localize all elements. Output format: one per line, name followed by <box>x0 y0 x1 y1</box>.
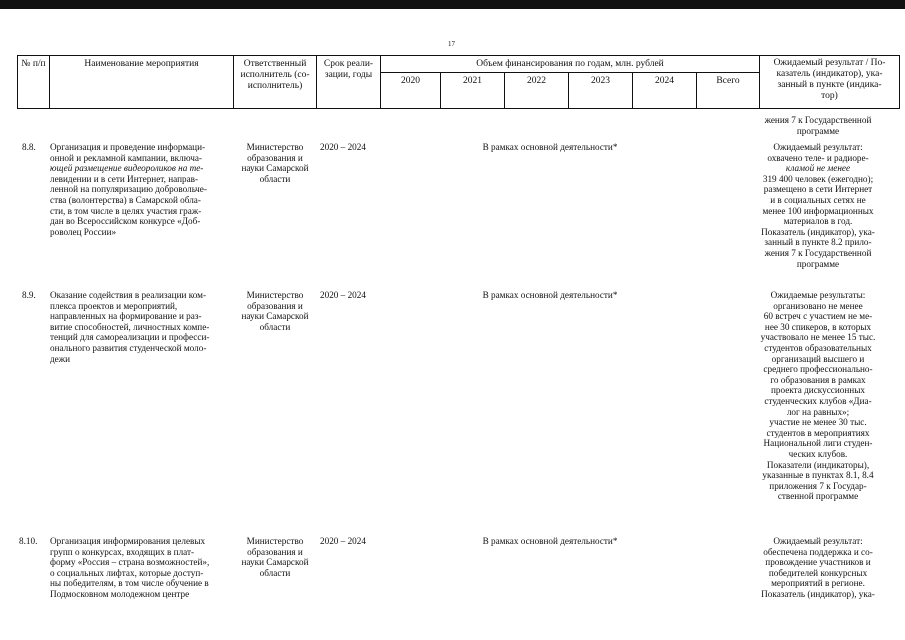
row-financing: В рамках основной деятельности* <box>482 142 618 152</box>
row-executor: Министерство образования и науки Самарской области <box>241 536 309 578</box>
row-name: Организация и проведение информаци- онной и рекламной кампании, включа- ющей размещение видеороликов на те- левидении и в сети Интернет, направ- ленной на популяризацию добровольче- ства (волонтерства) в Самарской обла- сти, в том числе в целях участия граж- дан во Всероссийском конкурсе «Доб- роволец России» <box>50 142 207 237</box>
header-year-2023: 2023 <box>591 76 610 86</box>
header-term: Срок реали- зации, годы <box>323 59 374 80</box>
page-number: 17 <box>448 40 455 48</box>
row-financing: В рамках основной деятельности* <box>482 290 618 300</box>
scan-top-border <box>0 0 905 9</box>
header-year-2020: 2020 <box>401 76 420 86</box>
header-num: № п/п <box>21 59 46 69</box>
header-year-2024: 2024 <box>655 76 674 86</box>
row-name: Оказание содействия в реализации ком- плекса проектов и мероприятий, направленных на формирование и раз- витие способностей, личностных компе- тенций для самореализации и професси- онального развития студенческой моло- дежи <box>50 290 210 364</box>
row-number: 8.9. <box>22 290 36 300</box>
header-total: Всего <box>716 76 740 86</box>
table-header <box>17 55 900 109</box>
row-term: 2020 – 2024 <box>320 142 366 152</box>
header-year-2022: 2022 <box>527 76 546 86</box>
row-financing: В рамках основной деятельности* <box>482 536 618 546</box>
row-term: 2020 – 2024 <box>320 536 366 546</box>
row-name: Организация информирования целевых групп о конкурсах, входящих в плат- форму «Россия – страна возможностей», о социальных лифтах, которые доступ- ны победителям, в том числе обучение в Подмосковном молодежном центре <box>50 536 210 599</box>
header-financing: Объем финансирования по годам, млн. рублей <box>476 59 664 69</box>
header-result: Ожидаемый результат / По- казатель (индикатор), ука- занный в пункте (индика- тор) <box>773 58 886 101</box>
row-number: 8.8. <box>22 142 36 152</box>
row-result: Ожидаемый результат: обеспечена поддержка и со- провождение участников и победителей конкурсных мероприятий в регионе. Показатель (индикатор), ука- <box>761 536 875 599</box>
row-number: 8.10. <box>19 536 38 546</box>
row-result: Ожидаемые результаты: организовано не менее 60 встреч с участием не ме- нее 30 спикеров, в которых участвовало не менее 15 тыс. студентов образовательных организаций высшего и среднего профессионально- го образования в рамках проекта дискуссионных студенческих клубов «Диа- лог на равных»; участие не менее 30 тыс. студентов в мероприятиях Национальной лиги студен- ческих клубов. Показатели (индикаторы), указанные в пунктах 8.1, 8.4 приложения 7 к Государ- ственной программе <box>760 290 876 502</box>
header-exec: Ответственный исполнитель (со- исполнитель) <box>240 59 310 91</box>
header-name: Наименование мероприятия <box>84 59 199 69</box>
row-executor: Министерство образования и науки Самарской области <box>241 290 309 332</box>
row-result: Ожидаемый результат: охвачено теле- и радиоре- кламой не менее 319 400 человек (ежегодно); размещено в сети Интернет и в социальных сетях не менее 100 информационных материалов в год. Показатель (индикатор), ука- занный в пункте 8.2 прило- жения 7 к Государственной программе <box>761 142 875 269</box>
row-term: 2020 – 2024 <box>320 290 366 300</box>
header-year-2021: 2021 <box>463 76 482 86</box>
row-executor: Министерство образования и науки Самарской области <box>241 142 309 184</box>
